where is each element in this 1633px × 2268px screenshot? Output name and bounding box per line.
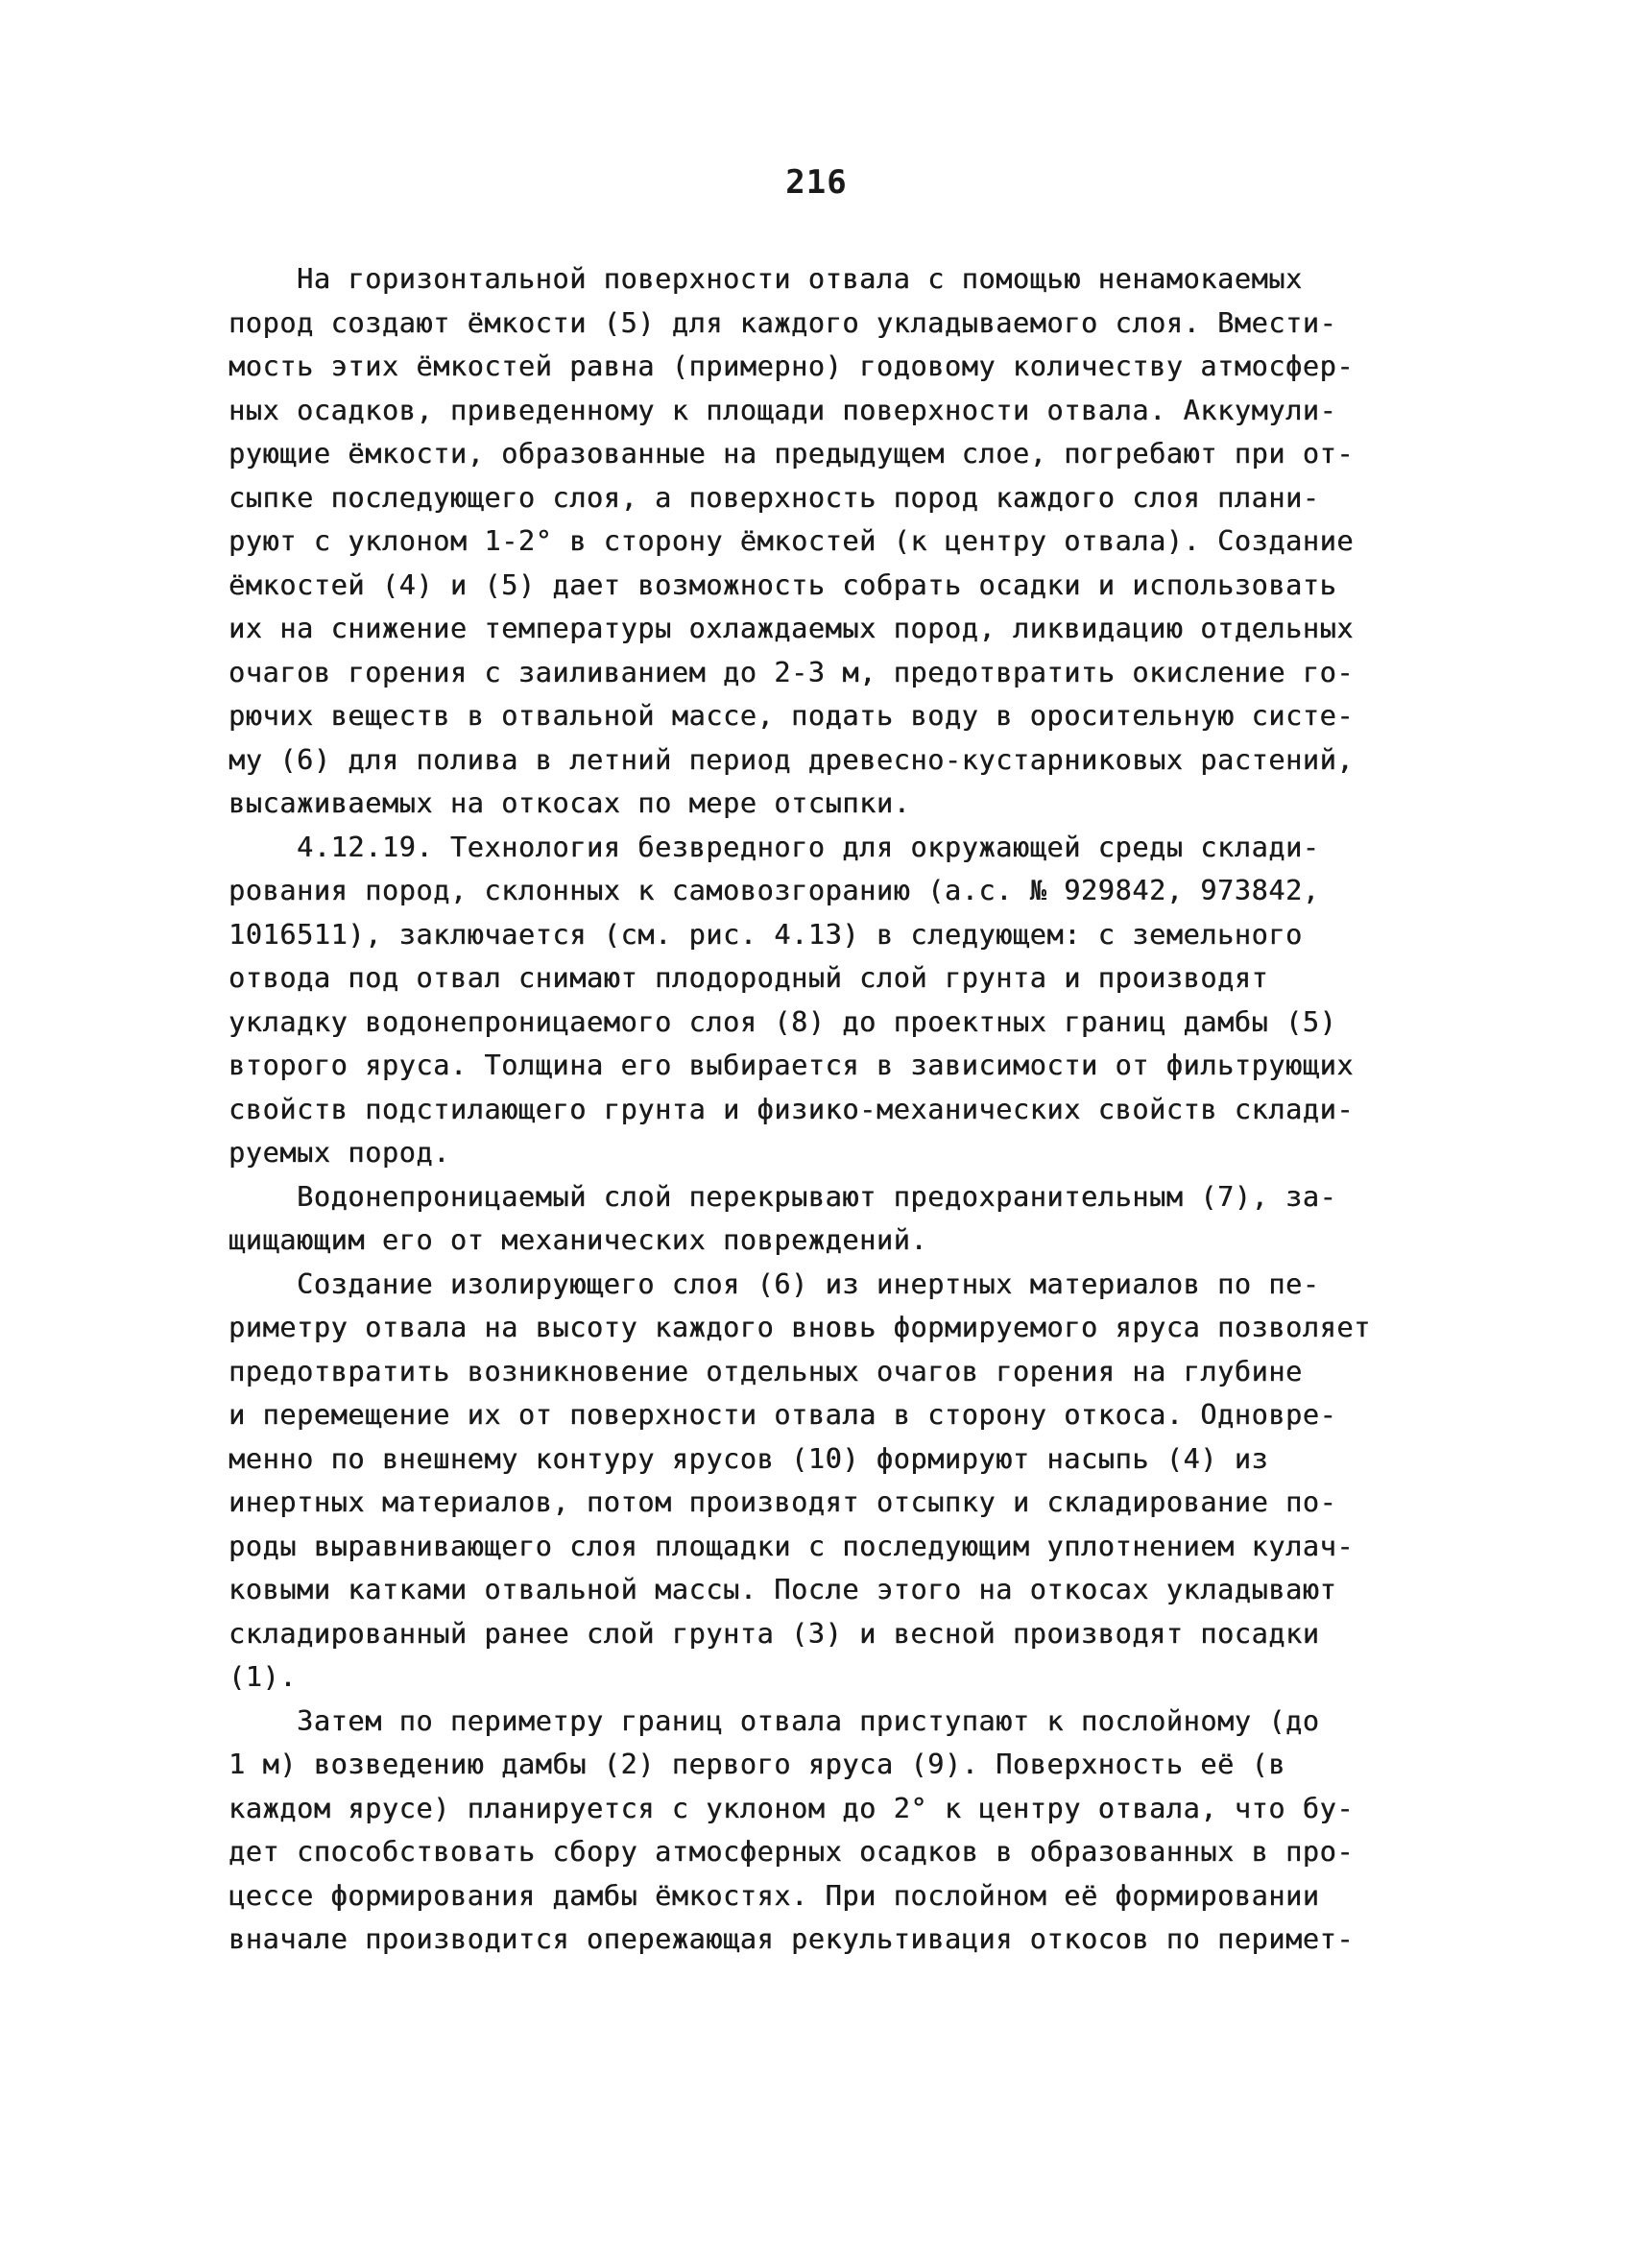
- body-text: [228, 257, 1440, 1962]
- page-number: 216: [785, 163, 848, 202]
- text-line: рования пород, склонных к самовозгоранию (а.с. № 929842, 973842,: [228, 875, 1320, 906]
- text-line: пород создают ёмкости (5) для каждого укладываемого слоя. Вмести-: [228, 306, 1337, 339]
- text-line: высаживаемых на откосах по мере отсыпки.: [228, 787, 911, 819]
- text-line: щищающим его от механических повреждений.: [228, 1224, 928, 1256]
- text-line: му (6) для полива в летний период древесно-кустарниковых растений,: [228, 743, 1355, 776]
- text-line: цессе формирования дамбы ёмкостях. При послойном её формировании: [228, 1879, 1320, 1912]
- text-line: менно по внешнему контуру ярусов (10) формируют насыпь (4) из: [228, 1442, 1269, 1475]
- text-line: предотвратить возникновение отдельных очагов горения на глубине: [228, 1355, 1303, 1387]
- text-line: складированный ранее слой грунта (3) и весной производят посадки: [228, 1617, 1320, 1650]
- text-line: Создание изолирующего слоя (6) из инертных материалов по пе-: [228, 1267, 1320, 1300]
- text-line: 4.12.19. Технология безвредного для окружающей среды склади-: [228, 831, 1320, 863]
- text-line: ковыми катками отвальной массы. После этого на откосах укладывают: [228, 1574, 1337, 1605]
- text-line: ных осадков, приведенному к площади поверхности отвала. Аккумули-: [228, 394, 1337, 426]
- text-line: риметру отвала на высоту каждого вновь формируемого яруса позволяет: [228, 1312, 1371, 1343]
- text-line: рующие ёмкости, образованные на предыдущем слое, погребают при от-: [228, 438, 1355, 470]
- text-line: сыпке последующего слоя, а поверхность пород каждого слоя плани-: [228, 481, 1320, 514]
- text-line: дет способствовать сбору атмосферных осадков в образованных в про-: [228, 1836, 1355, 1868]
- text-line: инертных материалов, потом производят отсыпку и складирование по-: [228, 1486, 1337, 1518]
- text-line: свойств подстилающего грунта и физико-механических свойств склади-: [228, 1093, 1355, 1125]
- text-line: Затем по периметру границ отвала приступают к послойному (до: [228, 1704, 1320, 1737]
- text-line: (1).: [228, 1661, 298, 1693]
- text-line: мость этих ёмкостей равна (примерно) годовому количеству атмосфер-: [228, 350, 1355, 382]
- text-line: 1016511), заключается (см. рис. 4.13) в следующем: с земельного: [228, 918, 1303, 951]
- text-line: рючих веществ в отвальной массе, подать воду в оросительную систе-: [228, 700, 1355, 732]
- text-line: отвода под отвал снимают плодородный слой грунта и производят: [228, 962, 1269, 994]
- text-line: На горизонтальной поверхности отвала с помощью ненамокаемых: [228, 263, 1303, 295]
- text-line: вначале производится опережающая рекультивация откосов по перимет-: [228, 1923, 1355, 1955]
- text-line: руют с уклоном 1-2° в сторону ёмкостей (к центру отвала). Создание: [228, 525, 1355, 557]
- text-line: ёмкостей (4) и (5) дает возможность собрать осадки и использовать: [228, 568, 1337, 601]
- text-line: их на снижение температуры охлаждаемых пород, ликвидацию отдельных: [228, 613, 1355, 644]
- text-line: Водонепроницаемый слой перекрывают предохранительным (7), за-: [228, 1180, 1337, 1213]
- text-line: руемых пород.: [228, 1137, 450, 1169]
- text-line: роды выравнивающего слоя площадки с последующим уплотнением кулач-: [228, 1530, 1355, 1562]
- text-line: второго яруса. Толщина его выбирается в зависимости от фильтрующих: [228, 1050, 1355, 1081]
- text-line: укладку водонепроницаемого слоя (8) до проектных границ дамбы (5): [228, 1005, 1337, 1038]
- text-line: очагов горения с заиливанием до 2-3 м, предотвратить окисление го-: [228, 656, 1355, 688]
- text-line: и перемещение их от поверхности отвала в сторону откоса. Одновре-: [228, 1399, 1337, 1431]
- text-line: каждом ярусе) планируется с уклоном до 2° к центру отвала, что бу-: [228, 1792, 1355, 1824]
- text-line: 1 м) возведению дамбы (2) первого яруса (9). Поверхность её (в: [228, 1749, 1286, 1780]
